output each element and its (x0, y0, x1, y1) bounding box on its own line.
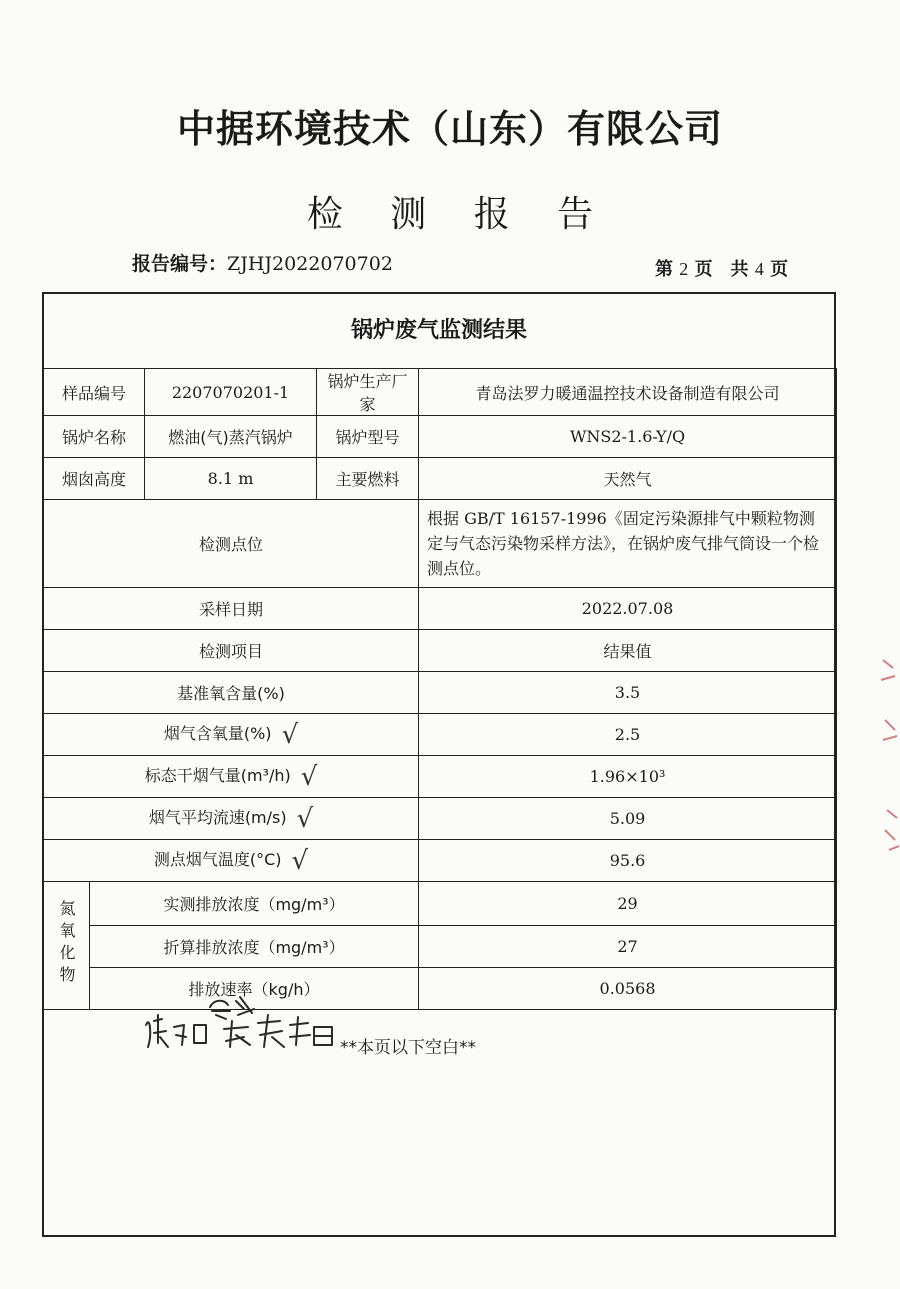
page-suffix: 页 (770, 259, 789, 280)
table-row (44, 926, 837, 968)
end-of-page-note: **本页以下空白** (340, 1038, 476, 1058)
table-row (44, 416, 837, 458)
table-row (44, 798, 837, 840)
table-row (44, 588, 837, 630)
boiler-name-label: 锅炉名称 (44, 416, 145, 458)
table-row (44, 630, 837, 672)
fuel-value: 天然气 (419, 458, 837, 500)
nox-row-value: 27 (419, 926, 837, 968)
results-table (43, 368, 837, 1010)
date-value: 2022.07.08 (419, 588, 837, 630)
result-header: 结果值 (419, 630, 837, 672)
fuel-label: 主要燃料 (317, 458, 419, 500)
row-label: 标态干烟气量(m³/h) (144, 765, 291, 785)
point-label: 检测点位 (44, 500, 419, 588)
company-name: 中据环境技术（山东）有限公司 (176, 107, 723, 151)
page-mid: 页 共 (694, 259, 749, 280)
row-value: 3.5 (419, 672, 837, 714)
table-row (44, 500, 837, 588)
page-prefix: 第 (655, 259, 673, 280)
nox-row-value: 29 (419, 882, 837, 926)
check-mark-icon: √ (281, 719, 299, 750)
sample-no-label: 样品编号 (44, 369, 145, 416)
row-label: 测点烟气温度(°C) (153, 849, 282, 869)
table-row (44, 672, 837, 714)
row-label-cell (44, 840, 419, 882)
handwritten-signature (140, 985, 340, 1055)
model-value: WNS2-1.6-Y/Q (419, 416, 837, 458)
row-label: 基准氧含量(%) (44, 672, 419, 714)
row-label: 烟气平均流速(m/s) (148, 807, 287, 827)
form-title: 锅炉废气监测结果 (44, 294, 834, 369)
table-row (44, 714, 837, 756)
page-total: 4 (754, 259, 764, 279)
check-mark-icon: √ (300, 761, 318, 792)
maker-label: 锅炉生产厂家 (317, 369, 419, 416)
model-label: 锅炉型号 (317, 416, 419, 458)
nox-row-label: 实测排放浓度（mg/m³） (90, 882, 419, 926)
nox-row-label: 排放速率（kg/h） (90, 968, 419, 1010)
maker-value: 青岛法罗力暖通温控技术设备制造有限公司 (419, 369, 837, 416)
row-label-cell (44, 714, 419, 756)
row-label-cell (44, 798, 419, 840)
red-stamp-fragment (875, 650, 900, 910)
report-number-label: 报告编号： (132, 253, 228, 275)
table-row (44, 756, 837, 798)
page-current: 2 (679, 259, 689, 279)
check-mark-icon: √ (291, 845, 309, 876)
boiler-name-value: 燃油(气)蒸汽锅炉 (145, 416, 317, 458)
row-value: 1.96×10³ (419, 756, 837, 798)
date-label: 采样日期 (44, 588, 419, 630)
results-form (42, 292, 836, 1237)
row-value: 5.09 (419, 798, 837, 840)
sample-no-value: 2207070201-1 (145, 369, 317, 416)
row-label: 烟气含氧量(%) (163, 723, 272, 743)
report-number (132, 249, 393, 276)
nox-row-value: 0.0568 (419, 968, 837, 1010)
chimney-value: 8.1 m (145, 458, 317, 500)
point-value: 根据 GB/T 16157-1996《固定污染源排气中颗粒物测定与气态污染物采样方法》，在锅炉废气排气筒设一个检测点位。 (419, 500, 837, 588)
table-row (44, 882, 837, 926)
table-row (44, 369, 837, 416)
chimney-label: 烟囱高度 (44, 458, 145, 500)
row-value: 2.5 (419, 714, 837, 756)
nox-row-label: 折算排放浓度（mg/m³） (90, 926, 419, 968)
table-row (44, 458, 837, 500)
nox-group-label: 氮氧化物 (57, 899, 76, 988)
page-indicator (655, 255, 788, 281)
table-row (44, 840, 837, 882)
row-label-cell (44, 756, 419, 798)
row-value: 95.6 (419, 840, 837, 882)
nox-group-cell (44, 882, 90, 1010)
item-header: 检测项目 (44, 630, 419, 672)
report-title: 检 测 报 告 (306, 194, 612, 235)
report-number-value: ZJHJ2022070702 (227, 253, 393, 275)
check-mark-icon: √ (296, 803, 314, 834)
